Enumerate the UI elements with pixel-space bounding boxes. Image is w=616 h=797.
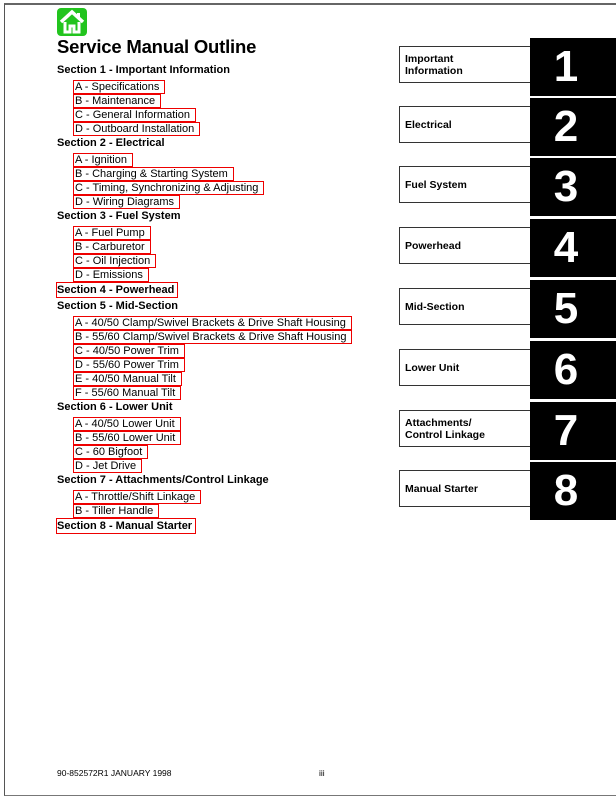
outline-item-link[interactable]: A - Ignition <box>73 153 133 167</box>
section-tab-label[interactable]: Powerhead <box>399 227 530 264</box>
section-tab-number[interactable]: 5 <box>530 280 616 338</box>
outline-item-link[interactable]: C - Timing, Synchronizing & Adjusting <box>73 181 264 195</box>
outline-item-link[interactable]: C - 60 Bigfoot <box>73 445 148 459</box>
outline-item-link[interactable]: D - 55/60 Power Trim <box>73 358 185 372</box>
section-heading-link: Section 6 - Lower Unit <box>57 401 173 413</box>
outline-item-link[interactable]: A - 40/50 Lower Unit <box>73 417 181 431</box>
section-tab-label[interactable]: Attachments/ Control Linkage <box>399 410 530 447</box>
outline-item <box>57 355 352 369</box>
outline-item <box>57 251 352 265</box>
section-tab-label[interactable]: Fuel System <box>399 166 530 203</box>
outline-item-link[interactable]: C - Oil Injection <box>73 254 156 268</box>
outline-item <box>57 77 352 91</box>
home-button[interactable] <box>57 8 87 36</box>
outline-item <box>57 164 352 178</box>
outline-item-link[interactable]: B - 55/60 Clamp/Swivel Brackets & Drive Shaft Housing <box>73 330 352 344</box>
outline-item-link[interactable]: F - 55/60 Manual Tilt <box>73 386 181 400</box>
outline-item-link[interactable]: C - General Information <box>73 108 196 122</box>
outline-item <box>57 105 352 119</box>
outline-item <box>57 383 352 397</box>
section-tab-number[interactable]: 4 <box>530 219 616 277</box>
outline-item-link[interactable]: D - Emissions <box>73 268 149 282</box>
section-tab-label[interactable]: Mid-Section <box>399 288 530 325</box>
section-heading <box>57 136 352 150</box>
section-group <box>57 400 352 470</box>
section-heading-link[interactable]: Section 8 - Manual Starter <box>56 518 196 534</box>
outline-item <box>57 442 352 456</box>
outline-item <box>57 456 352 470</box>
outline-item <box>57 327 352 341</box>
outline-item <box>57 414 352 428</box>
section-tab-number[interactable]: 7 <box>530 402 616 460</box>
outline-item <box>57 487 352 501</box>
outline-item <box>57 237 352 251</box>
outline-item-link[interactable]: D - Outboard Installation <box>73 122 200 136</box>
section-heading-link: Section 7 - Attachments/Control Linkage <box>57 474 269 486</box>
outline-item-link[interactable]: A - Fuel Pump <box>73 226 151 240</box>
outline-item-link[interactable]: B - Carburetor <box>73 240 151 254</box>
outline-item-link[interactable]: E - 40/50 Manual Tilt <box>73 372 182 386</box>
section-heading <box>57 299 352 313</box>
section-heading-link: Section 3 - Fuel System <box>57 210 181 222</box>
section-heading-link: Section 5 - Mid-Section <box>57 300 179 312</box>
outline-item <box>57 369 352 383</box>
section-tab-label[interactable]: Important Information <box>399 46 530 83</box>
outline-item <box>57 501 352 515</box>
outline-item <box>57 178 352 192</box>
outline-item-link[interactable]: D - Jet Drive <box>73 459 142 473</box>
section-heading <box>57 518 352 532</box>
outline-item <box>57 150 352 164</box>
section-group <box>57 282 352 296</box>
outline-item-link[interactable]: D - Wiring Diagrams <box>73 195 180 209</box>
section-group <box>57 473 352 515</box>
section-group <box>57 209 352 279</box>
section-heading-link: Section 1 - Important Information <box>57 64 230 76</box>
section-tab-number[interactable]: 3 <box>530 158 616 216</box>
section-heading <box>57 209 352 223</box>
section-heading <box>57 400 352 414</box>
outline-item-link[interactable]: C - 40/50 Power Trim <box>73 344 185 358</box>
outline-item-link[interactable]: A - Specifications <box>73 80 165 94</box>
outline-item-link[interactable]: B - Tiller Handle <box>73 504 159 518</box>
section-tab-label[interactable]: Electrical <box>399 106 530 143</box>
outline-item-link[interactable]: B - Maintenance <box>73 94 161 108</box>
outline-item <box>57 223 352 237</box>
outline-item-link[interactable]: B - 55/60 Lower Unit <box>73 431 181 445</box>
section-tab-number[interactable]: 2 <box>530 98 616 156</box>
section-heading-link[interactable]: Section 4 - Powerhead <box>56 282 178 298</box>
home-icon <box>57 8 87 36</box>
footer-doc-number: 90-852572R1 JANUARY 1998 <box>57 768 172 778</box>
footer-page-number: iii <box>319 768 325 778</box>
outline-item <box>57 91 352 105</box>
section-heading-link: Section 2 - Electrical <box>57 137 165 149</box>
section-group <box>57 136 352 206</box>
outline-item-link[interactable]: A - 40/50 Clamp/Swivel Brackets & Drive Shaft Housing <box>73 316 352 330</box>
section-group <box>57 518 352 532</box>
section-tab-number[interactable]: 8 <box>530 462 616 520</box>
section-tab-label[interactable]: Manual Starter <box>399 470 530 507</box>
section-heading <box>57 473 352 487</box>
outline-item <box>57 313 352 327</box>
section-heading <box>57 63 352 77</box>
page-title: Service Manual Outline <box>57 36 257 57</box>
outline-list <box>57 60 352 532</box>
outline-item <box>57 428 352 442</box>
section-tab-number[interactable]: 1 <box>530 38 616 96</box>
outline-item-link[interactable]: A - Throttle/Shift Linkage <box>73 490 201 504</box>
section-tab-label[interactable]: Lower Unit <box>399 349 530 386</box>
section-group <box>57 63 352 133</box>
outline-item <box>57 265 352 279</box>
section-heading <box>57 282 352 296</box>
outline-item-link[interactable]: B - Charging & Starting System <box>73 167 234 181</box>
outline-item <box>57 119 352 133</box>
section-tab-number[interactable]: 6 <box>530 341 616 399</box>
section-group <box>57 299 352 397</box>
